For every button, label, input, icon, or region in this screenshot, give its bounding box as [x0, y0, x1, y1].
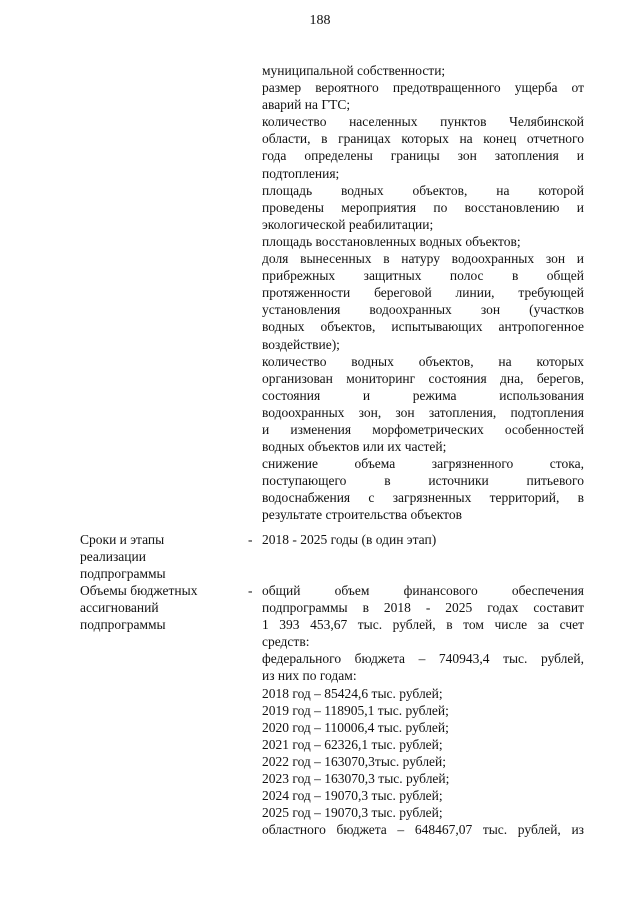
text-line: площадь водных объектов, на которой: [262, 182, 584, 198]
text-line: водоснабжения с загрязненных территорий, в: [262, 490, 584, 506]
text-line: площадь восстановленных водных объектов;: [262, 233, 521, 249]
label-line: подпрограммы: [80, 617, 166, 633]
item-1: [262, 79, 584, 113]
text-line: проведены мероприятия по восстановлению и: [262, 199, 584, 215]
text-line: прибрежных защитных полос в общей: [262, 268, 584, 284]
label-line: Сроки и этапы: [80, 532, 165, 547]
text-line: результате строительства объектов: [262, 507, 462, 523]
text-line: количество населенных пунктов Челябинской: [262, 114, 584, 130]
label-line: ассигнований: [80, 600, 159, 616]
text-line: года определены границы зон затопления и: [262, 148, 584, 164]
label-line: Объемы бюджетных: [80, 583, 198, 598]
year-line: 2018 год – 85424,6 тыс. рублей;: [262, 685, 443, 701]
text-line: водоохранных зон, зон затопления, подтопления: [262, 404, 584, 420]
year-line: 2022 год – 163070,3тыс. рублей;: [262, 753, 447, 769]
text-line: водных объектов или их частей;: [262, 439, 447, 455]
year-line: 2021 год – 62326,1 тыс. рублей;: [262, 736, 443, 752]
text-line: организован мониторинг состояния дна, берегов,: [262, 370, 584, 386]
item-3: [262, 182, 584, 233]
text-line: установления водоохранных зон (участков: [262, 302, 584, 318]
text-line: снижение объема загрязненного стока,: [262, 456, 584, 472]
text-line: муниципальной собственности;: [262, 63, 446, 78]
text-line: подтопления;: [262, 165, 340, 181]
text-line: воздействие);: [262, 336, 340, 352]
text-line: средств:: [262, 634, 310, 650]
text-line: экологической реабилитации;: [262, 216, 434, 232]
continuation-text: [262, 62, 584, 524]
text-line: состояния и режима использования: [262, 387, 584, 403]
budget-regional: областного бюджета – 648467,07 тыс. рублей, из: [262, 822, 584, 838]
item-0: [262, 62, 584, 79]
text-line: поступающего в источники питьевого: [262, 473, 584, 489]
budget-body: [262, 582, 584, 838]
text-line: водных объектов, испытывающих антропогенное: [262, 319, 584, 335]
text-line: общий объем финансового обеспечения: [262, 583, 584, 598]
page-number: 188: [309, 13, 331, 28]
text-line: размер вероятного предотвращенного ущерба от: [262, 80, 584, 96]
budget-years: [262, 685, 584, 822]
year-line: 2025 год – 19070,3 тыс. рублей;: [262, 805, 443, 821]
text-line: аварий на ГТС;: [262, 97, 351, 113]
text-line: протяженности береговой линии, требующей: [262, 285, 584, 301]
text-line: 1 393 453,67 тыс. рублей, в том числе за счет: [262, 617, 584, 633]
item-6: [262, 353, 584, 456]
budget-dash: -: [248, 583, 253, 598]
text-line: из них по годам:: [262, 668, 357, 684]
budget-total: [262, 582, 584, 650]
budget-label: [80, 582, 240, 633]
item-5: [262, 250, 584, 353]
item-7: [262, 455, 584, 523]
text-line: федерального бюджета – 740943,4 тыс. рублей,: [262, 651, 584, 667]
text-line: подпрограммы в 2018 - 2025 годах составит: [262, 600, 584, 616]
budget-federal: [262, 650, 584, 684]
year-line: 2019 год – 118905,1 тыс. рублей;: [262, 702, 449, 718]
item-4: [262, 233, 584, 250]
text-line: и изменения морфометрических особенностей: [262, 421, 584, 437]
terms-label: [80, 531, 240, 582]
text-line: доля вынесенных в натуру водоохранных зон и: [262, 251, 584, 267]
label-line: реализации: [80, 549, 146, 565]
terms-value: 2018 - 2025 годы (в один этап): [262, 532, 437, 547]
item-2: [262, 113, 584, 181]
terms-dash: -: [248, 532, 253, 547]
text-line: области, в границах которых на конец отчетного: [262, 131, 584, 147]
label-line: подпрограммы: [80, 566, 166, 582]
year-line: 2020 год – 110006,4 тыс. рублей;: [262, 719, 449, 735]
year-line: 2024 год – 19070,3 тыс. рублей;: [262, 788, 443, 804]
year-line: 2023 год – 163070,3 тыс. рублей;: [262, 771, 450, 787]
text-line: количество водных объектов, на которых: [262, 353, 584, 369]
